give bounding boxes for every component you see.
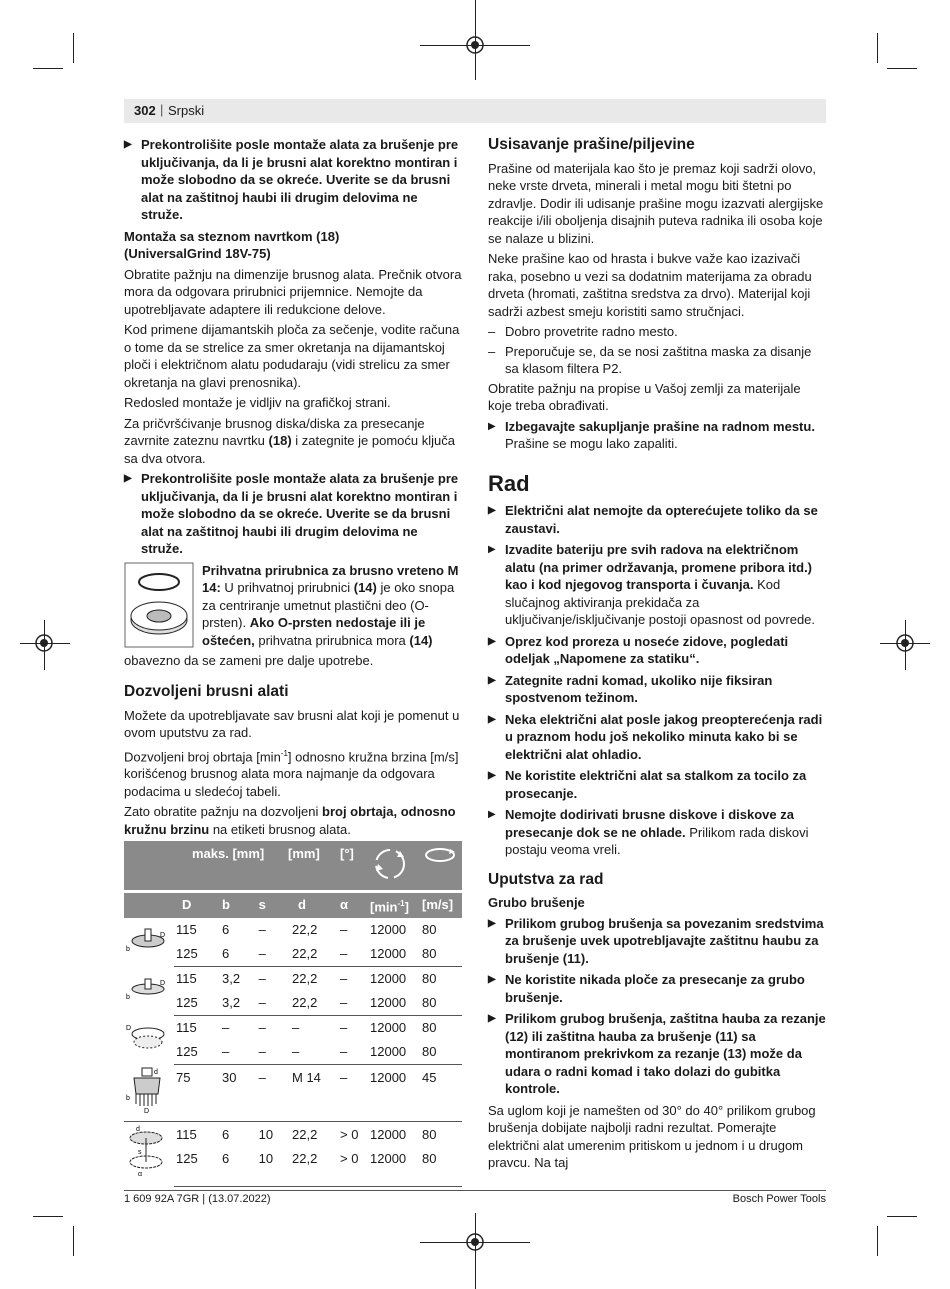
crop-mark [887, 1216, 917, 1217]
svg-text:D: D [144, 1108, 150, 1115]
svg-text:D: D [126, 1025, 132, 1033]
section-title: Rad [488, 470, 530, 496]
cutting-disc-icon [124, 966, 174, 1015]
arrow-icon: ▶ [488, 770, 496, 781]
section-heading: Usisavanje prašine/piljevine [488, 136, 695, 153]
table-header-row [124, 841, 462, 891]
paragraph: obavezno da se zameni pre dalje upotrebe. [124, 652, 374, 668]
text-span: Zato obratite pažnju na dozvoljeni [124, 804, 323, 820]
text-span: je oko snopa za centriranje umetnut plastični deo (O-prsten). [202, 580, 455, 630]
table-cell: 6 [222, 1148, 259, 1186]
footer-doc-id: 1 609 92A 7GR | (13.07.2022) [124, 1193, 271, 1205]
text-span: Prihvatna prirubnica za brusno vreteno M 14: [202, 562, 459, 595]
warning-bullet [488, 418, 826, 453]
arrow-icon: ▶ [488, 1013, 496, 1024]
peripheral-speed-icon [422, 841, 462, 891]
table-cell: 22,2 [288, 1148, 340, 1186]
table-cell: 80 [422, 1148, 462, 1186]
warning-bullet [488, 971, 826, 1006]
crop-mark [33, 1216, 63, 1217]
grinding-disc-icon [124, 918, 174, 967]
right-column [488, 136, 826, 1175]
page-header [124, 99, 826, 123]
table-header-cell: [m/s] [422, 891, 462, 917]
table-header-cell: [mm] [288, 841, 340, 891]
table-cell: 3,2 [222, 970, 241, 986]
table-cell: 115 [176, 1127, 197, 1143]
table-cell: 75 [174, 1064, 222, 1121]
arrow-icon: ▶ [488, 917, 496, 929]
svg-text:d: d [154, 1069, 158, 1077]
table-cell: 125 [174, 1148, 222, 1186]
dash-text: Preporučuje se, da se nosi zaštitna maska za disanje sa klasom filtera P2. [505, 343, 812, 376]
table-cell: 80 [422, 991, 462, 1016]
crop-mark [33, 68, 63, 69]
table-cell: – [258, 970, 266, 986]
table-cell: 115 [176, 1019, 197, 1035]
table-cell: 125 [174, 991, 222, 1016]
bullet-text: Prašine se mogu lako zapaliti. [505, 436, 678, 451]
table-cell: 80 [422, 942, 462, 967]
table-row [124, 991, 462, 1016]
svg-text:b: b [126, 994, 130, 1002]
mount-subtitle: (UniversalGrind 18V-75) [124, 246, 271, 261]
table-cell: – [222, 1040, 259, 1065]
warning-bullet [124, 470, 462, 558]
svg-text:s: s [138, 1148, 142, 1156]
tool-table [124, 841, 462, 1186]
table-cell: 115 [176, 970, 197, 986]
warning-bullet [488, 633, 826, 668]
arrow-icon: ▶ [488, 420, 496, 432]
subsection-heading: Grubo brušenje [488, 895, 585, 910]
warning-bullet [124, 136, 462, 224]
diamond-disc-icon [124, 1121, 174, 1186]
bullet-text: Nemojte dodirivati brusne diskove i diskove za presecanje dok se ne ohlade. [505, 807, 794, 840]
table-cell: – [340, 942, 370, 967]
table-cell: 22,2 [292, 921, 318, 937]
table-cell: 12000 [370, 1127, 407, 1143]
table-cell: 80 [422, 970, 437, 986]
table-cell: 12000 [370, 942, 422, 967]
table-cell: – [259, 1064, 288, 1121]
registration-mark-icon [465, 35, 485, 55]
warning-bullet [488, 502, 826, 537]
table-cell: – [222, 1019, 230, 1035]
warning-bullet [488, 767, 826, 802]
table-cell: – [292, 1019, 300, 1035]
text-span: broj obrtaja, odnosno kružnu brzinu [124, 804, 456, 837]
dash-item [488, 343, 826, 378]
table-row [124, 1064, 462, 1121]
bullet-text: Izbegavajte sakupljanje prašine na radnom mestu. [505, 418, 815, 434]
table-cell: 125 [174, 942, 222, 967]
table-cell: > 0 [340, 1127, 359, 1143]
table-row [124, 966, 462, 991]
bullet-text: Neka električni alat posle jakog preopterećenja radi u praznom hodu još nekoliko minuta kako bi se električni alat ohladio. [505, 711, 823, 762]
table-header-cell: b [222, 891, 259, 917]
bullet-text: Ne koristite nikada ploče za presecanje za grubo brušenje. [505, 972, 805, 1005]
table-cell: 12000 [370, 1019, 407, 1035]
bullet-text: Prekontrolišite posle montaže alata za brušenje pre uključivanja, da li je brusni alat korektno montiran i može slobodno da se okreće. Uverite se da brusni alat na zaštitnoj haubi ili drugim delovima ne struže. [141, 471, 459, 556]
svg-text:α: α [138, 1170, 143, 1178]
bullet-text: Izvadite bateriju pre svih radova na električnom alatu (na primer održavanja, promene pribora itd.) kao i kod njegovog transporta i čuvanja. [505, 542, 813, 592]
table-cell: – [259, 1040, 288, 1065]
bullet-text: Električni alat nemojte da opterećujete toliko da se zaustavi. [505, 503, 818, 536]
ref-number: (14) [409, 632, 433, 648]
svg-text:b: b [126, 1095, 130, 1103]
paragraph [124, 803, 462, 838]
table-header-cell: s [259, 891, 288, 917]
table-cell: – [340, 921, 348, 937]
table-cell: – [258, 1019, 266, 1035]
registration-mark-icon [465, 1232, 485, 1252]
table-cell: 22,2 [292, 970, 318, 986]
text-span: Ako O-prsten nedostaje ili je oštećen, [202, 615, 426, 648]
paragraph: Možete da upotrebljavate sav brusni alat koji je pomenut u ovom uputstvu za rad. [124, 707, 460, 740]
svg-text:D: D [160, 980, 166, 988]
header-language: Srpski [168, 103, 205, 118]
table-cell: 80 [422, 1040, 462, 1065]
dash-icon: – [488, 324, 496, 339]
arrow-icon: ▶ [488, 635, 496, 647]
arrow-icon: ▶ [488, 809, 496, 820]
paragraph: Obratite pažnju na propise u Vašoj zemlji za materijale koje treba obrađivati. [488, 380, 801, 413]
bullet-text: Prilikom grubog brušenja sa povezanim sredstvima za brušenje uvek upotrebljavajte zaštitnu haubu za brušenje (11). [505, 915, 824, 966]
table-cell: 22,2 [288, 991, 340, 1016]
footer-brand: Bosch Power Tools [732, 1193, 826, 1205]
rotation-speed-icon [370, 841, 422, 891]
arrow-icon: ▶ [488, 544, 496, 555]
warning-bullet [488, 672, 826, 707]
paragraph: Neke prašine kao od hrasta i bukve važe kao izazivači raka, posebno u vezi sa dodatnim materijama za obradu drveta (hromati, zaštitna sredstva za drvo). Materijal koji sadrži azbest smeju koristiti samo stručnjaci. [488, 251, 812, 319]
table-cell: 12000 [370, 1064, 422, 1121]
arrow-icon: ▶ [488, 974, 496, 985]
table-cell: 3,2 [222, 991, 259, 1016]
bullet-text: Prekontrolišite posle montaže alata za brušenje pre uključivanja, da li je brusni alat korektno montiran i može slobodno da se okreće. Uverite se da brusni alat na zaštitnoj haubi ili drugim delovima ne struže. [141, 137, 459, 222]
crop-mark [877, 1226, 878, 1256]
svg-text:b: b [126, 945, 130, 953]
text-span: ] odnosno kružna brzina [m/s] korišćenog brusnog alata mora najmanje da odgovara podacima u sledećoj tabeli. [124, 748, 459, 799]
paragraph: Obratite pažnju na dimenzije brusnog alata. Prečnik otvora mora da odgovara prirubnici prijemnice. Nemojte da upotrebljavate adaptere ili redukcione delove. [124, 266, 462, 317]
table-row [124, 918, 462, 942]
table-cell: 22,2 [288, 942, 340, 967]
text-span: U prihvatnoj prirubnici [220, 580, 354, 595]
table-cell: – [259, 991, 288, 1016]
crop-mark [73, 1226, 74, 1256]
table-cell: M 14 [288, 1064, 340, 1121]
table-header-cell: [°] [340, 841, 370, 891]
section-heading: Uputstva za rad [488, 870, 604, 888]
crop-mark [887, 68, 917, 69]
table-cell: 12000 [370, 970, 407, 986]
bullet-text: Prilikom grubog brušenja, zaštitna hauba za rezanje (12) ili zaštitna hauba za brušenje (11) sa montiranom prekrivkom za rezanje (13) može da udara o radni komad i tako dolazi do gubitka kontrole. [505, 1011, 826, 1096]
text-span: na etiketi brusnog alata. [209, 821, 351, 837]
table-cell: – [340, 1019, 348, 1035]
bullet-text: Kod slučajnog aktiviranja prekidača za uključivanje/isključivanje postoji opasnost od povrede. [505, 577, 816, 627]
bullet-text: Prilikom rada diskovi postaju veoma vreli. [505, 824, 809, 857]
arrow-icon: ▶ [488, 505, 496, 516]
warning-bullet [488, 915, 826, 968]
warning-bullet [488, 806, 826, 859]
warning-bullet [488, 541, 826, 629]
ref-number: (18) [268, 433, 292, 448]
svg-text:D: D [160, 931, 166, 939]
table-cell: 10 [259, 1148, 288, 1186]
svg-text:d: d [136, 1125, 140, 1133]
table-cell: 10 [258, 1127, 274, 1143]
table-cell: 12000 [370, 991, 422, 1016]
table-header-cell: D [174, 891, 222, 917]
table-cell: – [340, 1064, 370, 1121]
table-row [124, 1121, 462, 1148]
table-cell: 30 [222, 1064, 259, 1121]
table-cell: > 0 [340, 1148, 370, 1186]
table-cell: 12000 [370, 1148, 422, 1186]
table-cell: 125 [174, 1040, 222, 1065]
table-cell: 12000 [370, 921, 407, 937]
table-cell: 80 [422, 921, 437, 937]
table-cell: 6 [222, 942, 259, 967]
paragraph: Sa uglom koji je namešten od 30° do 40° prilikom grubog brušenja dobijate najbolji radni rezultat. Pomerajte električni alat umerenim pritiskom u jednom i u drugom pravcu. Na taj [488, 1102, 816, 1170]
arrow-icon: ▶ [124, 473, 132, 484]
table-cell: – [340, 1040, 370, 1065]
table-header-cell: d [288, 891, 340, 917]
arrow-icon: ▶ [488, 713, 496, 725]
paragraph: Prašine od materijala kao što je premaz koji sadrži olovo, neke vrste drveta, minerali i metal mogu biti štetni po zdravlje. Dodir ili udisanje prašine mogu izazvati alergijske reakcije i/ili oboljenja disajnih puteva radnika ili osoba koje se nalaze u blizini. [488, 160, 824, 246]
table-row [124, 942, 462, 967]
arrow-icon: ▶ [488, 674, 496, 686]
table-row [124, 1015, 462, 1040]
warning-bullet [488, 1010, 826, 1098]
table-cell: – [340, 991, 370, 1016]
mount-title: Montaža sa steznom navrtkom (18) [124, 228, 340, 244]
dash-text: Dobro provetrite radno mesto. [505, 324, 678, 339]
dash-item [488, 323, 826, 341]
table-cell: 45 [422, 1064, 462, 1121]
arrow-icon: ▶ [124, 139, 132, 150]
flange-text [202, 562, 464, 650]
page-number: 302 [134, 103, 156, 118]
table-header-row [124, 891, 462, 917]
paragraph: Kod primene dijamantskih ploča za sečenje, vodite računa o tome da se strelice za smer okretanja na dijamantskoj ploči i električnom alatu podudaraju (vidi strelicu za smer okretanja na glavi prenosnika). [124, 322, 460, 390]
flange-block [124, 562, 462, 650]
warning-bullet [488, 711, 826, 764]
table-cell: – [258, 921, 266, 937]
bullet-text: Oprez kod proreza u noseće zidove, pogledati odeljak „Napomene za statiku“. [505, 633, 789, 666]
superscript: -1 [280, 748, 288, 758]
page-footer [124, 1190, 826, 1205]
paragraph [124, 745, 462, 801]
table-cell: – [340, 970, 348, 986]
bullet-text: Zategnite radni komad, ukoliko nije fiksiran spostvenom težinom. [505, 672, 773, 705]
bullet-text: Ne koristite električni alat sa stalkom za tocilo za prosecanje. [505, 768, 807, 801]
dash-icon: – [488, 343, 496, 359]
table-cell: 22,2 [292, 1127, 318, 1143]
crop-mark [877, 33, 878, 63]
text-span: Za pričvršćivanje brusnog diska/diska za presecanje zavrnite zateznu navrtku [124, 415, 425, 448]
table-header-cell: α [340, 891, 370, 917]
left-column [124, 136, 462, 1187]
table-row [124, 1040, 462, 1065]
paragraph: Redosled montaže je vidljiv na grafičkoj strani. [124, 395, 391, 410]
cup-brush-icon [124, 1064, 174, 1121]
text-span: Dozvoljeni broj obrtaja [min [124, 748, 281, 764]
sanding-sheet-icon [124, 1015, 174, 1064]
table-header-cell: $[\min^{-1}]$ [370, 891, 422, 917]
ref-number: (14) [353, 580, 377, 595]
crop-mark [73, 33, 74, 63]
table-cell: 12000 [370, 1040, 422, 1065]
flange-o-ring-icon [124, 562, 194, 648]
text-span: i zategnite je pomoću ključa sa dva otvora. [124, 433, 455, 466]
registration-mark-icon [895, 633, 915, 653]
table-header-cell: maks. [mm] [174, 841, 288, 891]
registration-mark-icon [34, 633, 54, 653]
table-cell: – [259, 942, 288, 967]
section-heading: Dozvoljeni brusni alati [124, 683, 289, 700]
table-cell: 115 [176, 921, 197, 937]
table-row [124, 1148, 462, 1186]
table-cell: – [288, 1040, 340, 1065]
text-span: prihvatna prirubnica mora [254, 632, 410, 648]
table-cell: 6 [222, 921, 230, 937]
table-cell: 80 [422, 1127, 437, 1143]
table-cell: 80 [422, 1019, 437, 1035]
header-separator: | [160, 102, 164, 117]
table-cell: 6 [222, 1127, 230, 1143]
paragraph [124, 415, 462, 468]
